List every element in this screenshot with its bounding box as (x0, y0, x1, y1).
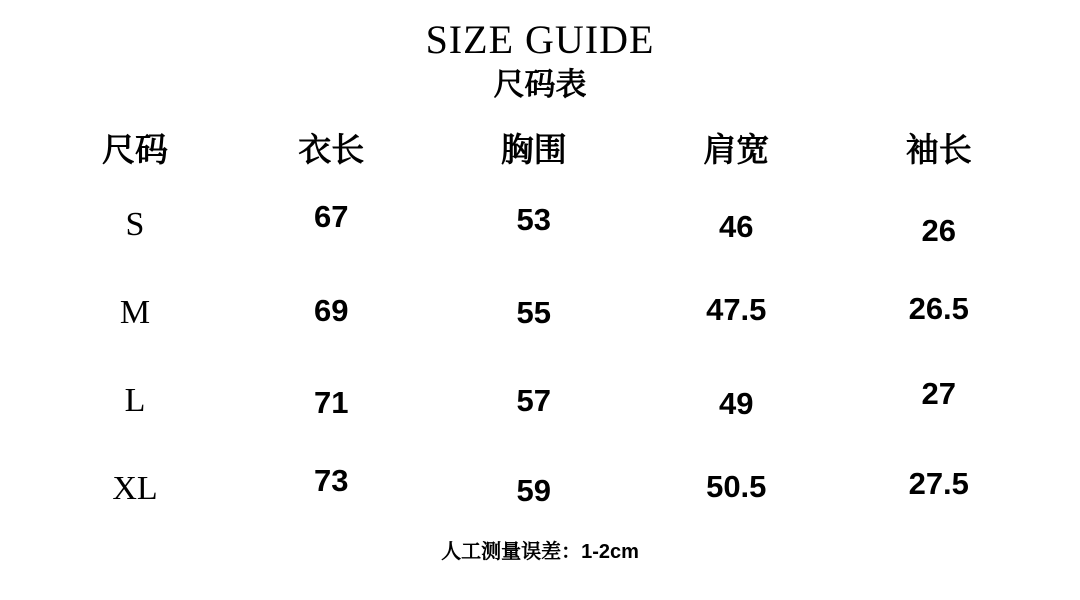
table-row (40, 269, 1040, 357)
cell-size (40, 357, 230, 445)
cell-length (230, 181, 433, 269)
cell-shoulder (635, 181, 838, 269)
column-header-length: 衣长 (298, 131, 365, 169)
value-shoulder: 49 (719, 386, 754, 422)
cell-bust (433, 269, 636, 357)
value-sleeve: 27 (921, 376, 956, 412)
column-header-sleeve: 袖长 (905, 131, 972, 169)
page-title-english: SIZE GUIDE (425, 17, 655, 62)
value-shoulder: 46 (719, 209, 754, 245)
cell-bust (433, 357, 636, 445)
cell-sleeve (838, 269, 1041, 357)
cell-sleeve (838, 181, 1041, 269)
table-row (40, 445, 1040, 533)
value-length: 71 (314, 385, 349, 421)
column-header-shoulder: 肩宽 (703, 131, 770, 169)
cell-shoulder (635, 357, 838, 445)
header-row (40, 116, 1040, 181)
size-label: S (125, 206, 145, 244)
value-sleeve: 27.5 (908, 466, 969, 502)
table-row (40, 357, 1040, 445)
column-header-bust: 胸围 (500, 131, 567, 169)
cell-length (230, 445, 433, 533)
cell-sleeve (838, 357, 1041, 445)
cell-shoulder (635, 445, 838, 533)
size-label: M (119, 294, 151, 332)
value-length: 67 (314, 199, 349, 235)
cell-bust (433, 181, 636, 269)
size-chart-table (40, 116, 1040, 533)
cell-length (230, 269, 433, 357)
cell-bust (433, 445, 636, 533)
size-label: XL (112, 470, 158, 508)
cell-length (230, 357, 433, 445)
table-row (40, 181, 1040, 269)
size-label: L (124, 382, 146, 420)
value-bust: 55 (516, 295, 551, 331)
value-shoulder: 47.5 (706, 292, 767, 328)
table-body (40, 181, 1040, 533)
cell-size (40, 269, 230, 357)
column-header-size: 尺码 (102, 131, 168, 169)
value-shoulder: 50.5 (706, 469, 767, 505)
cell-shoulder (635, 269, 838, 357)
page-title-chinese: 尺码表 (493, 67, 587, 102)
value-length: 73 (314, 463, 349, 499)
value-bust: 53 (516, 202, 551, 238)
value-sleeve: 26.5 (908, 291, 969, 327)
value-sleeve: 26 (921, 213, 956, 249)
table-header (40, 116, 1040, 181)
cell-size (40, 181, 230, 269)
measurement-tolerance-note: 人工测量误差：1-2cm (441, 541, 639, 564)
cell-sleeve (838, 445, 1041, 533)
cell-size (40, 445, 230, 533)
value-length: 69 (314, 293, 349, 329)
value-bust: 57 (516, 383, 551, 419)
value-bust: 59 (516, 473, 551, 509)
